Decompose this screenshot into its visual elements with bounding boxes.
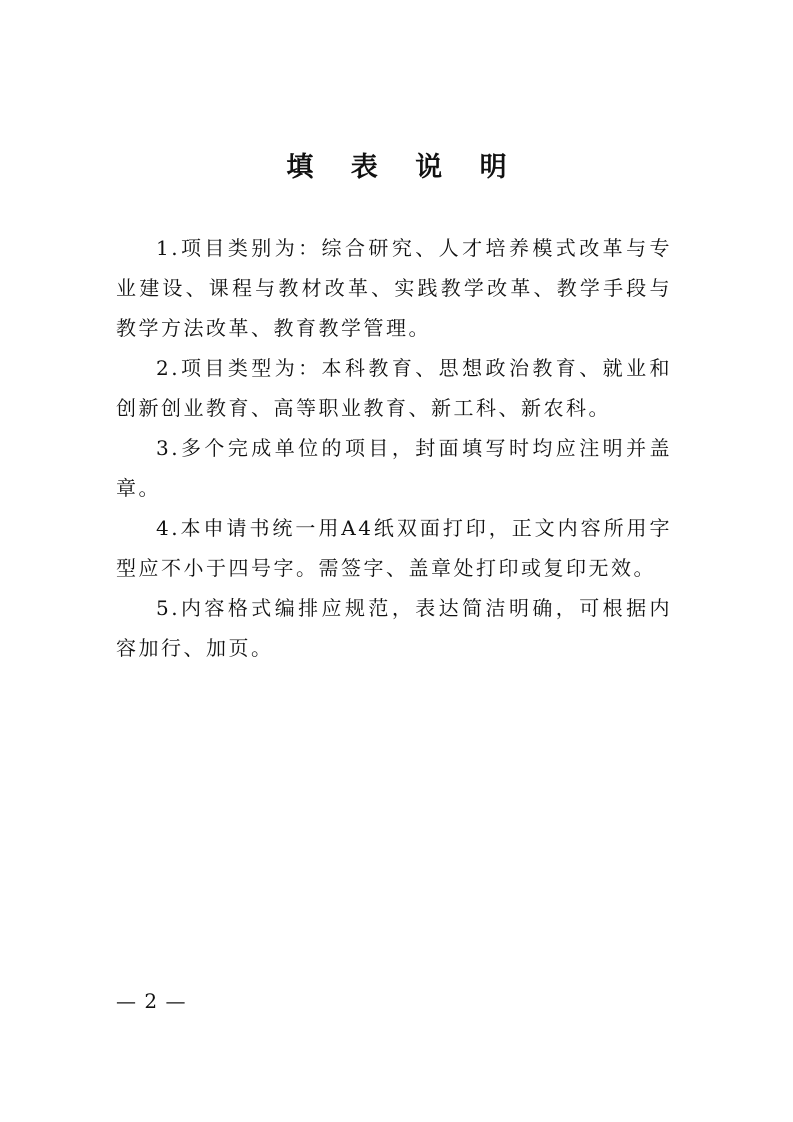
instruction-item-1: 1.项目类别为：综合研究、人才培养模式改革与专业建设、课程与教材改革、实践教学改革、教学手段与教学方法改革、教育教学管理。: [116, 236, 672, 340]
instruction-item-4: 4.本申请书统一用A4纸双面打印，正文内容所用字型应不小于四号字。需签字、盖章处打印或复印无效。: [116, 516, 672, 580]
instruction-item-5: 5.内容格式编排应规范，表达简洁明确，可根据内容加行、加页。: [116, 596, 672, 660]
page-title: 填 表 说 明: [286, 152, 521, 183]
instruction-item-3: 3.多个完成单位的项目，封面填写时均应注明并盖章。: [116, 436, 672, 500]
instructions-body: [116, 228, 672, 668]
page-number: — 2 —: [116, 989, 187, 1013]
instruction-item-2: 2.项目类型为：本科教育、思想政治教育、就业和创新创业教育、高等职业教育、新工科、新农科。: [116, 356, 672, 420]
